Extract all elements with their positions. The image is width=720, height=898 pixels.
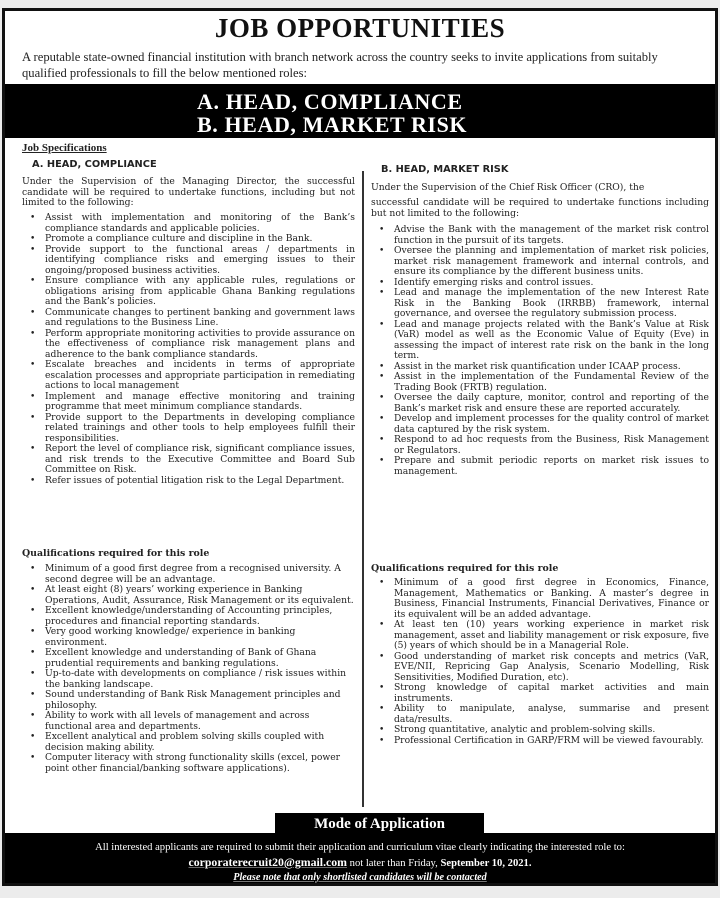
qualification-item-text: Ability to manipulate, analyse, summarise and present data/results.: [394, 703, 709, 725]
qualification-item: [22, 669, 355, 690]
qualification-item-text: Excellent knowledge/understanding of Accounting principles, procedures and financial reporting standards.: [45, 605, 333, 627]
bullet-icon: •: [379, 225, 385, 235]
application-footer: [5, 833, 715, 886]
column-divider: [362, 171, 364, 807]
duty-item: [371, 246, 709, 278]
bullet-icon: •: [379, 319, 385, 330]
bullet-icon: •: [379, 393, 385, 403]
duty-item: [371, 414, 709, 435]
page-title: JOB OPPORTUNITIES: [214, 13, 506, 43]
bullet-icon: •: [379, 578, 385, 588]
qualification-item-text: Professional Certification in GARP/FRM will be viewed favourably.: [394, 734, 704, 746]
job-specifications-label: Job Specifications: [22, 142, 107, 154]
duty-item-text: Report the level of compliance risk, significant compliance issues, and risk trends to the Executive Committee and Board Sub Committee on Risk.: [45, 443, 355, 475]
role-b-duties-list: [371, 225, 709, 477]
duty-item-text: Promote a compliance culture and discipline in the Bank.: [45, 233, 313, 244]
bullet-icon: •: [30, 648, 36, 658]
role-b-qualifications-heading: Qualifications required for this role: [371, 563, 559, 574]
duty-item: [22, 213, 355, 234]
duty-item: [22, 245, 355, 277]
role-b-heading: B. HEAD, MARKET RISK: [381, 164, 509, 175]
deadline-text: not later than Friday,: [347, 858, 441, 869]
qualification-item-text: Up-to-date with developments on compliance / risk issues within the banking landscape.: [45, 668, 347, 690]
bullet-icon: •: [379, 435, 385, 445]
duty-item-text: Assist in the market risk quantification under ICAAP process.: [394, 360, 681, 372]
duty-item: [371, 393, 709, 414]
qualification-item-text: Sound understanding of Bank Risk Management principles and philosophy.: [45, 689, 341, 711]
intro-text: A reputable state-owned financial institution with branch network across the country seeks to invite applications from suitably qualified professionals to fill the below mentioned roles:: [22, 50, 658, 80]
qualification-item: [371, 578, 709, 620]
bullet-icon: •: [30, 585, 36, 595]
role-a-duties-list: [22, 213, 355, 486]
duty-item-text: Respond to ad hoc requests from the Business, Risk Management or Regulators.: [394, 434, 709, 456]
role-b-qualifications-list: [371, 578, 709, 746]
banner-role-a: A. HEAD, COMPLIANCE: [197, 89, 463, 114]
duty-item-text: Provide support to the Departments in developing compliance related trainings and other tools to help employees fulfill their responsibilities.: [45, 411, 355, 444]
bullet-icon: •: [30, 412, 36, 423]
duty-item-text: Assist in the implementation of the Fundamental Review of the Trading Book (FRTB) regulation.: [394, 371, 709, 393]
duty-item: [22, 476, 355, 487]
application-email-link[interactable]: corporaterecruit20@gmail.com: [188, 855, 347, 869]
mode-of-application-tab: [275, 813, 484, 837]
application-instructions: All interested applicants are required to submit their application and curriculum vitae clearly indicating the interested role to:: [95, 842, 625, 853]
bullet-icon: •: [30, 360, 36, 370]
qualification-item-text: Excellent knowledge and understanding of Bank of Ghana prudential requirements and banking regulations.: [45, 647, 317, 669]
duty-item-text: Assist with implementation and monitoring of the Bank’s compliance standards and applicable policies.: [45, 212, 355, 234]
bullet-icon: •: [30, 276, 36, 286]
bullet-icon: •: [379, 288, 385, 298]
bullet-icon: •: [379, 277, 385, 288]
bullet-icon: •: [379, 361, 385, 372]
qualification-item: [22, 648, 355, 669]
shortlist-note-text: Please note that only shortlisted candidates will be contacted: [233, 872, 487, 883]
duty-item: [22, 308, 355, 329]
qualification-item-text: Strong quantitative, analytic and problem-solving skills.: [394, 724, 656, 735]
duty-item-text: Identify emerging risks and control issues.: [394, 276, 594, 288]
duty-item-text: Oversee the daily capture, monitor, control and reporting of the Bank’s market risk and ensure these are reported accurately.: [394, 392, 709, 414]
bullet-icon: •: [30, 669, 36, 679]
bullet-icon: •: [379, 372, 385, 382]
qualification-item: [22, 711, 355, 732]
bullet-icon: •: [30, 444, 36, 454]
bullet-icon: •: [30, 732, 36, 742]
qualification-item-text: At least eight (8) years’ working experience in Banking Operations, Audit, Assurance, Risk Management or its equivalent.: [45, 584, 354, 606]
bullet-icon: •: [30, 753, 36, 763]
roles-banner: [5, 84, 715, 138]
role-b-intro-line1: Under the Supervision of the Chief Risk Officer (CRO), the: [371, 182, 645, 193]
job-advert: [2, 8, 718, 886]
bullet-icon: •: [379, 735, 385, 746]
duty-item-text: Refer issues of potential litigation risk to the Legal Department.: [45, 474, 345, 486]
qualification-item: [371, 683, 709, 704]
bullet-icon: •: [379, 651, 385, 662]
qualification-item: [22, 627, 355, 648]
bullet-icon: •: [30, 606, 36, 616]
bullet-icon: •: [30, 627, 36, 637]
duty-item: [22, 444, 355, 476]
role-a-intro: Under the Supervision of the Managing Director, the successful candidate will be required to undertake functions, including but not limited to the following:: [22, 176, 355, 208]
bullet-icon: •: [379, 683, 385, 693]
role-b-intro-line2: successful candidate will be required to undertake functions including but not limited to the following:: [371, 197, 709, 219]
duty-item-text: Lead and manage the implementation of the new Interest Rate Risk in the Banking Book (IRRBB) framework, internal governance, and oversee the regulatory submission process.: [394, 287, 709, 319]
qualification-item: [22, 690, 355, 711]
duty-item-text: Prepare and submit periodic reports on market risk issues to management.: [394, 455, 709, 477]
role-a-heading: A. HEAD, COMPLIANCE: [32, 159, 157, 170]
duty-item-text: Develop and implement processes for the quality control of market data captured by the risk system.: [394, 413, 709, 435]
qualification-item-text: Ability to work with all levels of management and across functional area and departments.: [45, 710, 310, 732]
shortlist-note: [5, 872, 715, 883]
qualification-item-text: Minimum of a good first degree from a recognised university. A second degree will be an advantage.: [45, 563, 341, 585]
qualification-item: [371, 704, 709, 725]
qualification-item: [22, 732, 355, 753]
duty-item-text: Advise the Bank with the management of the market risk control function in the pursuit of its targets.: [394, 224, 709, 246]
mode-of-application-title: Mode of Application: [314, 816, 445, 832]
duty-item-text: Lead and manage projects related with the Bank’s Value at Risk (VaR) model as well as the Economic Value of Equity (Eve) in assessing the impact of interest rate risk on the bank in the long term.: [394, 318, 709, 361]
bullet-icon: •: [379, 704, 385, 714]
duty-item-text: Implement and manage effective monitoring and training programme that meet minimum compliance standards.: [45, 390, 355, 412]
bullet-icon: •: [30, 213, 36, 223]
bullet-icon: •: [30, 475, 36, 486]
qualification-item: [371, 652, 709, 684]
bullet-icon: •: [30, 564, 36, 574]
qualification-item-text: Very good working knowledge/ experience in banking environment.: [45, 626, 296, 648]
qualification-item-text: Excellent analytical and problem solving skills coupled with decision making ability.: [45, 731, 325, 753]
bullet-icon: •: [30, 328, 36, 339]
duty-item: [371, 372, 709, 393]
bullet-icon: •: [30, 244, 36, 255]
role-a-qualifications-list: [22, 564, 355, 774]
qualification-item: [22, 585, 355, 606]
bullet-icon: •: [379, 620, 385, 630]
duty-item: [22, 329, 355, 361]
duty-item: [371, 225, 709, 246]
qualification-item-text: At least ten (10) years working experience in market risk management, asset and liability management or risk exposure, five (5) years of which should be in a Managerial Role.: [394, 619, 709, 651]
application-contact-line: [5, 855, 715, 870]
qualification-item: [371, 736, 709, 747]
banner-role-b: B. HEAD, MARKET RISK: [197, 112, 468, 137]
bullet-icon: •: [379, 456, 385, 466]
duty-item-text: Provide support to the functional areas / departments in identifying compliance risks and emerging issues to their ongoing/proposed business activities.: [45, 243, 355, 276]
duty-item: [22, 360, 355, 392]
duty-item: [371, 435, 709, 456]
deadline-date: September 10, 2021.: [440, 858, 532, 869]
duty-item-text: Perform appropriate monitoring activities to provide assurance on the effectiveness of compliance risk management plans and adherence to the bank compliance standards.: [45, 327, 355, 360]
qualification-item-text: Computer literacy with strong functionality skills (excel, power point other financial/banking software applications).: [45, 752, 341, 774]
bullet-icon: •: [30, 234, 36, 244]
duty-item: [371, 288, 709, 320]
qualification-item: [371, 620, 709, 652]
duty-item-text: Escalate breaches and incidents in terms of appropriate escalation processes and appropriate participation in remediating actions to local management: [45, 359, 355, 391]
duty-item: [22, 413, 355, 445]
duty-item: [22, 276, 355, 308]
bullet-icon: •: [30, 391, 36, 402]
qualification-item-text: Good understanding of market risk concepts and metrics (VaR, EVE/NII, Repricing Gap Analysis, Scenario Modelling, Risk Sensitivities, Modified Duration, etc).: [394, 650, 709, 683]
duty-item: [22, 392, 355, 413]
bullet-icon: •: [30, 307, 36, 318]
qualification-item: [22, 564, 355, 585]
bullet-icon: •: [30, 690, 36, 700]
qualification-item: [22, 606, 355, 627]
duty-item-text: Oversee the planning and implementation of market risk policies, market risk management framework and internal controls, and ensure its compliance by the different business units.: [394, 245, 709, 277]
duty-item: [371, 456, 709, 477]
qualification-item: [22, 753, 355, 774]
advert-header: [5, 11, 715, 85]
qualification-item-text: Strong knowledge of capital market activities and main instruments.: [394, 682, 709, 704]
bullet-icon: •: [30, 711, 36, 721]
duty-item-text: Ensure compliance with any applicable rules, regulations or obligations arising from applicable Ghana Banking regulations and the Bank’s policies.: [45, 275, 355, 307]
bullet-icon: •: [379, 414, 385, 424]
duty-item: [371, 320, 709, 362]
bullet-icon: •: [379, 246, 385, 256]
duty-item-text: Communicate changes to pertinent banking and government laws and regulations to the Business Line.: [45, 306, 355, 328]
role-a-qualifications-heading: Qualifications required for this role: [22, 548, 210, 559]
bullet-icon: •: [379, 725, 385, 735]
qualification-item-text: Minimum of a good first degree in Economics, Finance, Management, Mathematics or Banking. A master’s degree in Business, Financial Instruments, Financial Derivatives, Finance or its equivalent will be an added advantage.: [394, 577, 709, 620]
